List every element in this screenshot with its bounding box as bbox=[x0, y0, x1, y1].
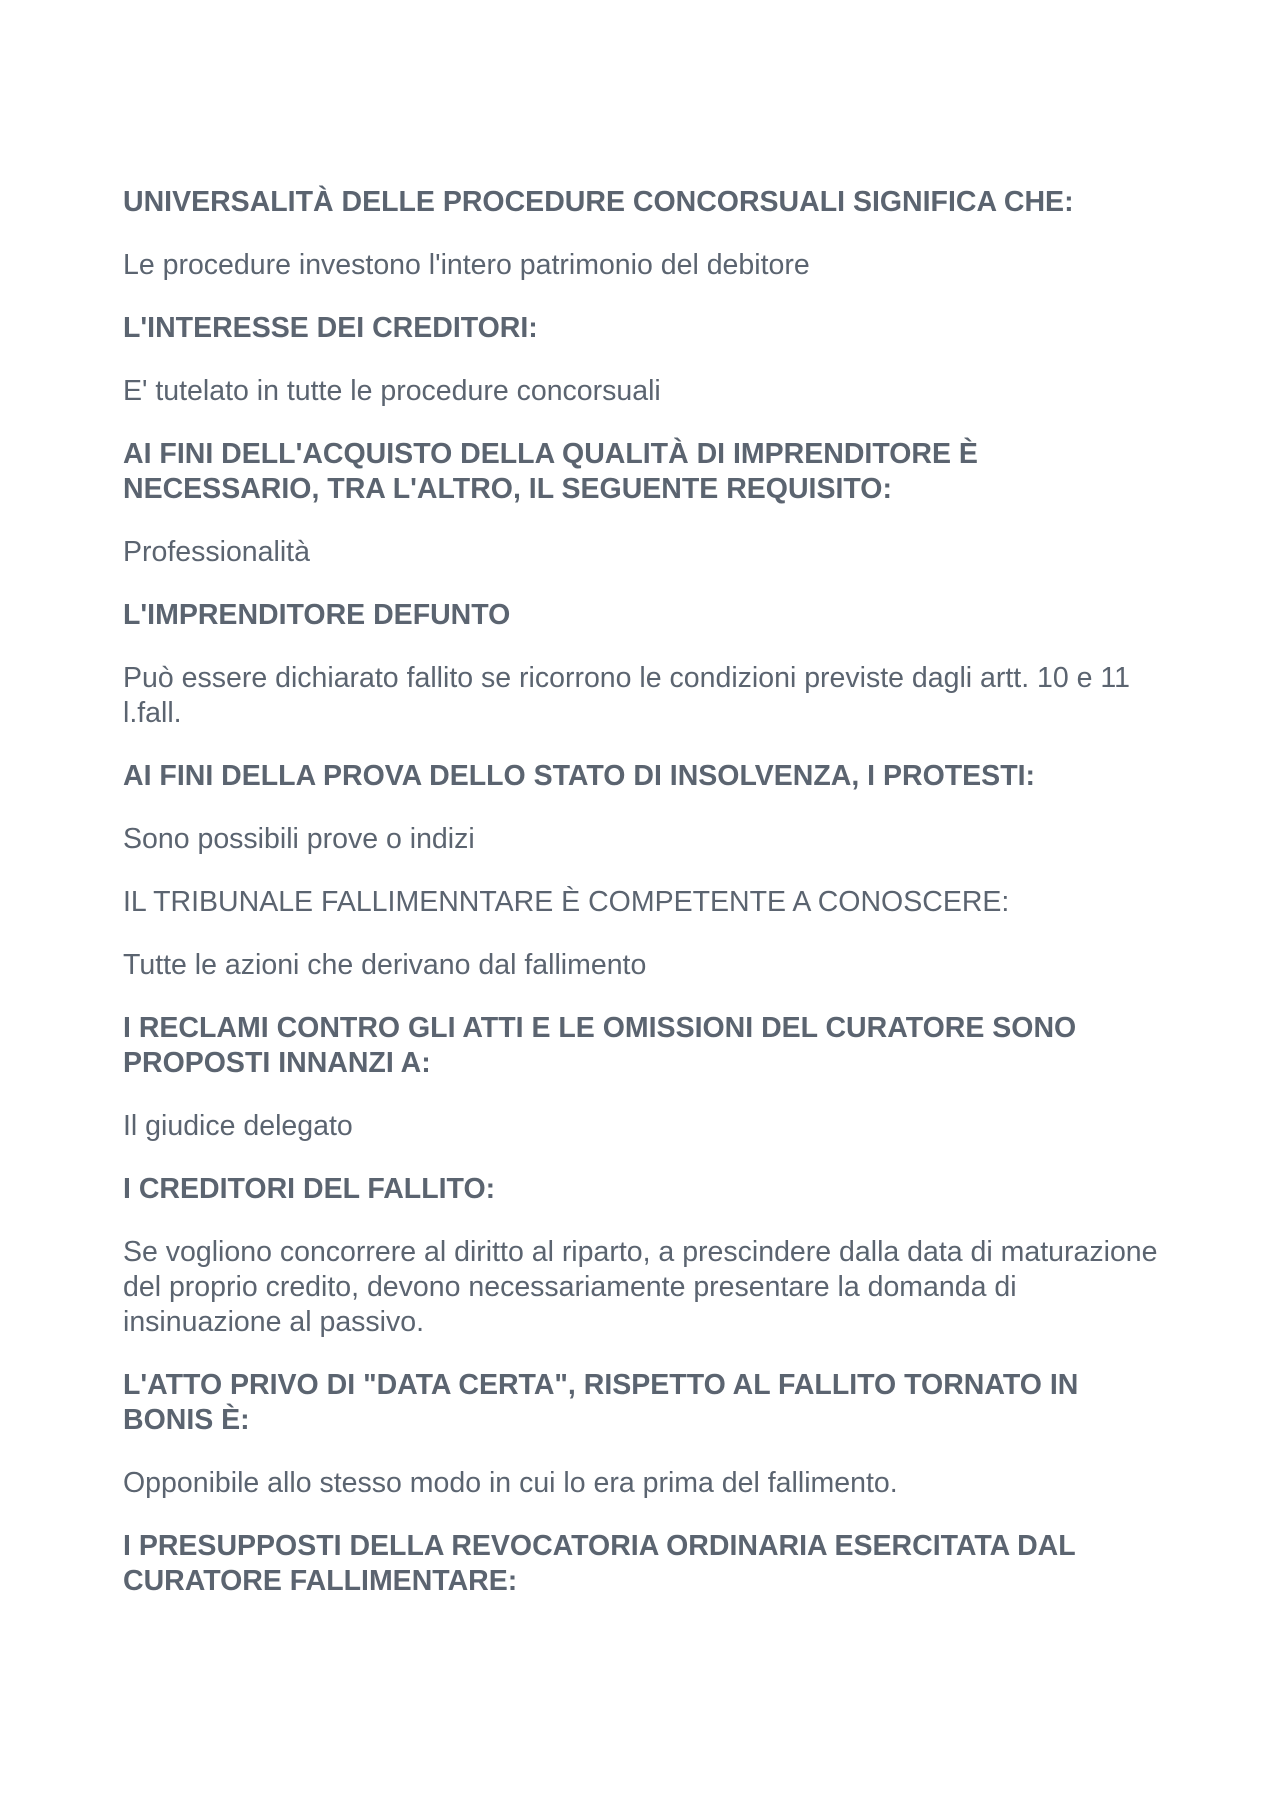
answer-text: Sono possibili prove o indizi bbox=[123, 823, 475, 855]
question-heading: L'IMPRENDITORE DEFUNTO bbox=[123, 599, 511, 631]
question-heading: UNIVERSALITÀ DELLE PROCEDURE CONCORSUALI SIGNIFICA CHE: bbox=[123, 186, 1074, 218]
answer-text: Opponibile allo stesso modo in cui lo era prima del fallimento. bbox=[123, 1467, 898, 1499]
question-heading-plain: IL TRIBUNALE FALLIMENNTARE È COMPETENTE A CONOSCERE: bbox=[123, 886, 1010, 918]
answer-text: Tutte le azioni che derivano dal fallimento bbox=[123, 949, 647, 981]
question-heading: I PRESUPPOSTI DELLA REVOCATORIA ORDINARIA ESERCITATA DAL CURATORE FALLIMENTARE: bbox=[123, 1530, 1076, 1597]
answer-text: Può essere dichiarato fallito se ricorrono le condizioni previste dagli artt. 10 e 11 l.fall. bbox=[123, 662, 1131, 729]
answer-text: Il giudice delegato bbox=[123, 1110, 353, 1142]
answer-text: E' tutelato in tutte le procedure concorsuali bbox=[123, 375, 661, 407]
question-heading: L'INTERESSE DEI CREDITORI: bbox=[123, 312, 538, 344]
document-page bbox=[123, 185, 1168, 1627]
answer-text: Se vogliono concorrere al diritto al riparto, a prescindere dalla data di maturazione del proprio credito, devono necessariamente presentare la domanda di insinuazione al passivo. bbox=[123, 1236, 1158, 1338]
answer-text: Professionalità bbox=[123, 536, 310, 568]
question-heading: AI FINI DELL'ACQUISTO DELLA QUALITÀ DI IMPRENDITORE È NECESSARIO, TRA L'ALTRO, IL SEGUENTE REQUISITO: bbox=[123, 438, 978, 505]
question-heading: L'ATTO PRIVO DI "DATA CERTA", RISPETTO AL FALLITO TORNATO IN BONIS È: bbox=[123, 1369, 1079, 1436]
question-heading: AI FINI DELLA PROVA DELLO STATO DI INSOLVENZA, I PROTESTI: bbox=[123, 760, 1036, 792]
question-heading: I CREDITORI DEL FALLITO: bbox=[123, 1173, 496, 1205]
question-heading: I RECLAMI CONTRO GLI ATTI E LE OMISSIONI DEL CURATORE SONO PROPOSTI INNANZI A: bbox=[123, 1012, 1077, 1079]
answer-text: Le procedure investono l'intero patrimonio del debitore bbox=[123, 249, 810, 281]
